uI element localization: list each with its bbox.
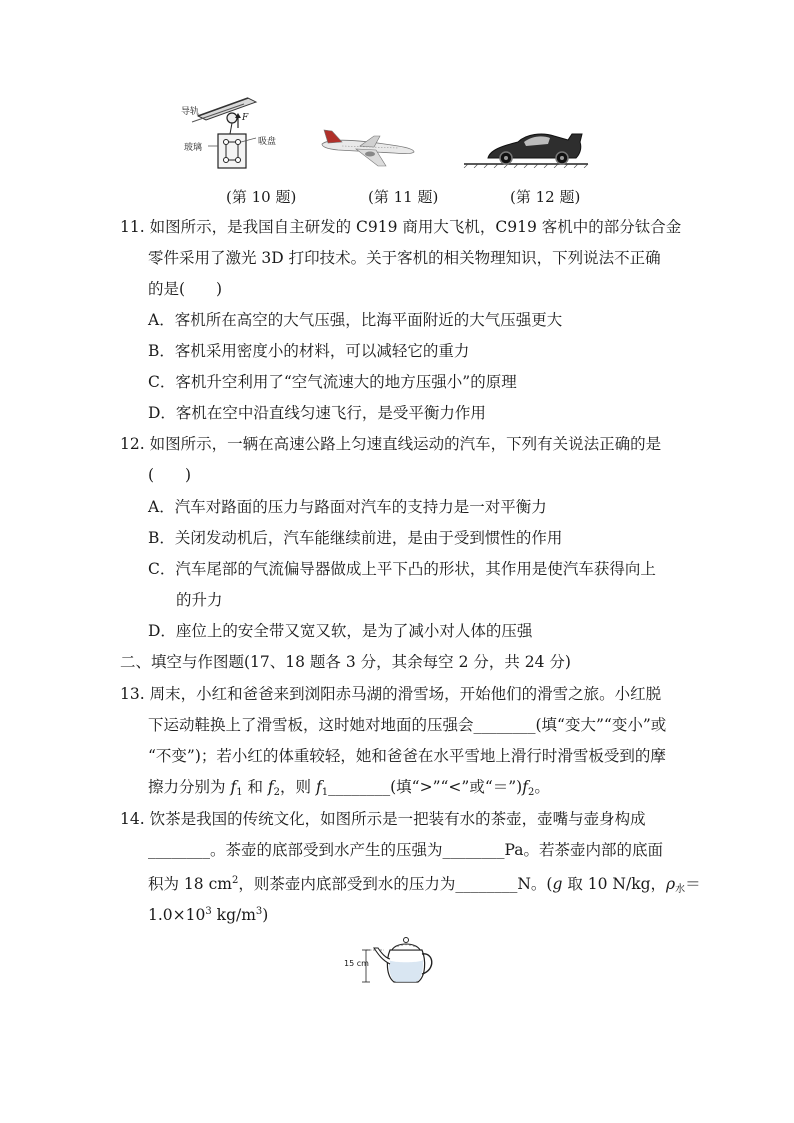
figure-10-label-rail: 导轨 [181,107,200,117]
q14-superscript: 3 [255,906,263,917]
q14-line-3 [148,871,701,900]
q13-text: 和 [242,778,268,796]
figure-12-car [462,124,590,168]
q14-symbol-g: g [552,875,563,893]
q14-text: ＝ [685,875,701,893]
figure-10-label-cup: 吸盘 [258,137,277,147]
figure-11-airplane [318,122,418,170]
q14-symbol-rho: ρ [666,875,676,893]
figure-14-height-label: 15 cm [344,959,369,968]
q14-line-1: 14. 饮茶是我国的传统文化，如图所示是一把装有水的茶壶，壶嘴与壶身构成 [120,810,646,828]
q12-stem-line-1: 12. 如图所示，一辆在高速公路上匀速直线运动的汽车，下列有关说法正确的是 [120,435,662,453]
q14-text: ，则茶壶内底部受到水的压力为________N。( [238,875,553,893]
figure-10-label-glass: 玻璃 [184,143,203,153]
q13-subscript: 2 [527,787,535,798]
q14-superscript: 3 [205,906,212,917]
q11-stem-line-1: 11. 如图所示，是我国自主研发的 C919 商用大飞机，C919 客机中的部分钛合金 [120,218,682,236]
figure-14-teapot [352,930,442,986]
q11-option-c: C．客机升空利用了“空气流速大的地方压强小”的原理 [148,373,517,391]
q14-subscript-water: 水 [675,884,686,895]
q11-stem-line-2: 零件采用了激光 3D 打印技术。关于客机的相关物理知识，下列说法不正确 [148,249,661,267]
q14-superscript: 2 [231,875,239,886]
q14-text: 取 10 N/kg， [562,875,667,893]
q11-option-b: B．客机采用密度小的材料，可以减轻它的重力 [148,342,470,360]
q14-text: 积为 18 cm [148,875,232,893]
q14-text: kg/m [211,906,256,924]
q12-stem-line-2: ( ) [148,466,192,484]
figure-11-caption: (第 11 题) [368,188,439,206]
q13-answer-blank[interactable]: ________(填“>”“<”或“＝”) [328,778,523,796]
q11-stem-line-3: 的是( ) [148,280,223,298]
q14-line-4 [148,902,268,925]
q13-symbol-f1: f [230,778,237,796]
q12-option-c-line-2: 的升力 [176,591,223,609]
q13-subscript: 2 [273,787,281,798]
q13-line-1: 13. 周末，小红和爸爸来到浏阳赤马湖的滑雪场，开始他们的滑雪之旅。小红脱 [120,685,662,703]
q13-symbol-f2: f [267,778,274,796]
q13-subscript: 1 [321,787,329,798]
figure-12-caption: (第 12 题) [510,188,581,206]
q11-option-d: D．客机在空中沿直线匀速飞行，是受平衡力作用 [148,404,486,422]
q13-text: 擦力分别为 [148,778,231,796]
q14-text: 1.0×10 [148,906,206,924]
section-2-heading: 二、填空与作图题(17、18 题各 3 分，其余每空 2 分，共 24 分) [120,653,571,671]
figure-10-label-force: F [242,113,249,123]
q11-option-a: A．客机所在高空的大气压强，比海平面附近的大气压强更大 [148,311,563,329]
q14-line-2: ________。茶壶的底部受到水产生的压强为________Pa。若茶壶内部的底面 [148,841,663,859]
q12-option-a: A．汽车对路面的压力与路面对汽车的支持力是一对平衡力 [148,498,547,516]
q13-symbol-f1: f [315,778,322,796]
q13-symbol-f2: f [522,778,528,796]
q14-text: ) [262,906,269,924]
q12-option-b: B．关闭发动机后，汽车能继续前进，是由于受到惯性的作用 [148,529,563,547]
q13-line-3: “不变”)；若小红的体重较轻，她和爸爸在水平雪地上滑行时滑雪板受到的摩 [148,747,666,765]
q13-line-4 [148,777,550,803]
q12-option-c-line-1: C．汽车尾部的气流偏导器做成上平下凸的形状，其作用是使汽车获得向上 [148,560,656,578]
q12-option-d: D．座位上的安全带又宽又软，是为了减小对人体的压强 [148,622,533,640]
q13-subscript: 1 [236,787,243,798]
figure-10-caption: (第 10 题) [226,188,297,206]
q13-text: 。 [534,778,550,796]
q13-text: ，则 [280,778,316,796]
q13-line-2: 下运动鞋换上了滑雪板，这时她对地面的压强会________(填“变大”“变小”或 [148,716,667,734]
